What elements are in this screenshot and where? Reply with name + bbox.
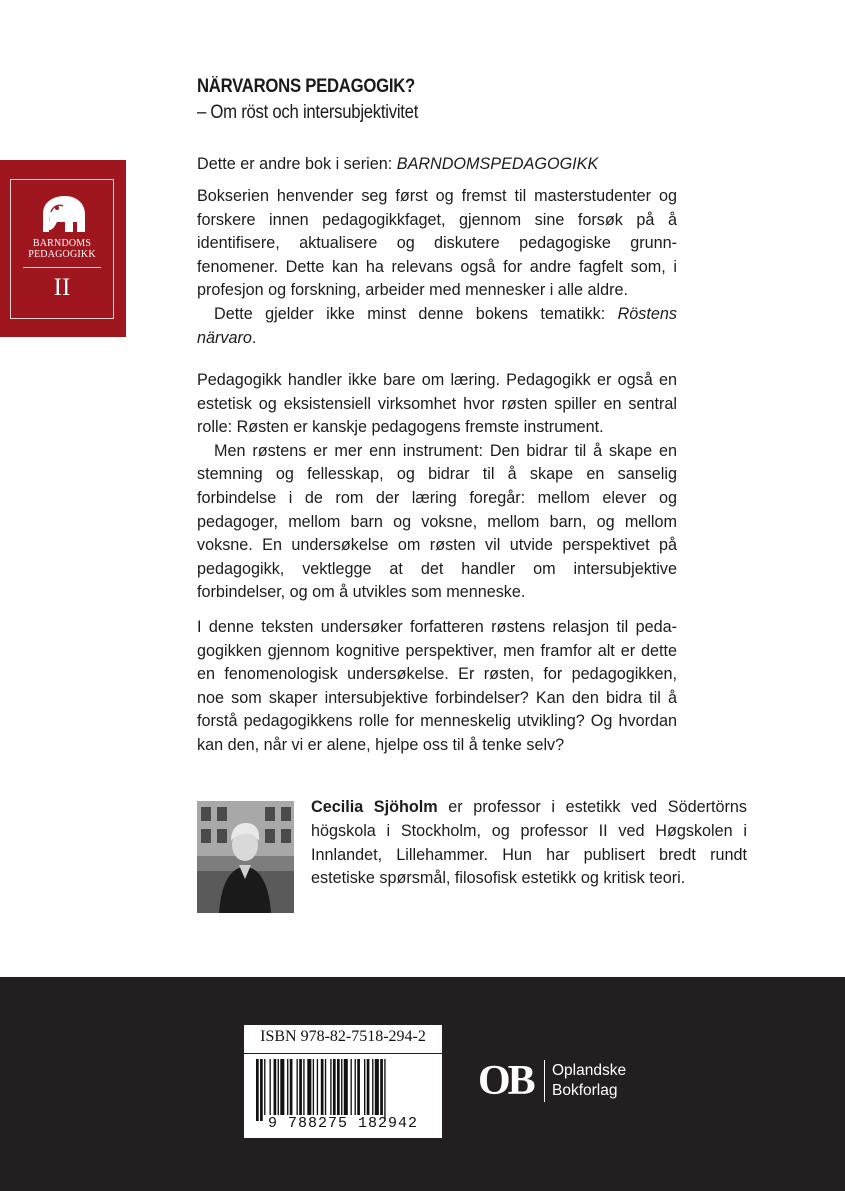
elephant-icon <box>37 192 89 236</box>
series-badge <box>0 160 126 337</box>
author-bio-text: er professor i estetikk ved Södertörns högskola i Stockholm, og professor II ved Høgskolen i Innlandet, Lillehammer. Hun har publisert bredt rundt estetiske spørsmål, filosofisk estetikk og kritisk teori. <box>311 798 747 888</box>
badge-volume-numeral: II <box>53 274 71 301</box>
barcode-bar <box>325 1059 326 1115</box>
barcode-bar <box>375 1059 379 1115</box>
barcode-bar <box>364 1059 365 1115</box>
barcode-bar <box>333 1059 336 1115</box>
badge-series-line1: BARNDOMS <box>32 238 92 249</box>
isbn-label: ISBN 978-82-7518-294-2 <box>260 1028 426 1045</box>
badge-frame <box>10 179 114 319</box>
barcode-bar <box>299 1059 302 1115</box>
research-paragraph: I denne teksten undersøker forfatteren røstens relasjon til pedagogikken gjennom kognitive perspektiver, men framfor alt er dette en fenomenologisk undersøkelse. Er røsten, for pedagogikken, noe som skaper intersubjektive forbindelser? Kan den bidra til å forstå pedagogikkens rolle for menneskelig utvikling? Og hvordan kan den, når vi er alene, hjelpe oss til å tenke selv? <box>197 618 677 754</box>
pedagogy-paragraph-2: Men røstens er mer enn instrument: Den bidrar til å skape en stemning og fellesskap, og bidrar til å skape en sanselig forbindelse i de rom der læring foregår: mellom elever og pedagoger, mellom barn og voksne, mellom barn, og mellom voksne. En undersøkelse om røsten vil utvide perspektivet på pedagogikk, vektlegge at det handler om intersubjektive forbindelser, og om å utvikles som menneske. <box>197 441 677 602</box>
pedagogy-section <box>197 369 677 605</box>
author-name: Cecilia Sjöholm <box>311 798 438 816</box>
barcode-bar <box>384 1059 385 1121</box>
barcode-bar <box>372 1059 373 1115</box>
research-section <box>197 616 677 758</box>
barcode-bar <box>367 1059 370 1115</box>
barcode-bar <box>337 1059 340 1115</box>
barcode-bar <box>280 1059 284 1115</box>
isbn-barcode-box <box>243 1024 443 1139</box>
barcode-digits: 9 788275 182942 <box>267 1115 419 1132</box>
barcode-bar <box>260 1059 263 1121</box>
badge-series-line2: PEDAGOGIKK <box>28 249 96 260</box>
barcode-bar <box>303 1059 304 1115</box>
author-bio <box>311 796 747 891</box>
barcode-bar <box>313 1059 314 1115</box>
barcode-bar <box>290 1059 293 1115</box>
barcode-bar <box>297 1059 298 1115</box>
barcode-bar <box>256 1059 259 1121</box>
publisher-name <box>552 1061 626 1101</box>
author-photo <box>197 801 294 913</box>
series-description <box>197 185 677 350</box>
pedagogy-paragraph-1: Pedagogikk handler ikke bare om læring. Pedagogikk er også en estetisk og eksistensiell virksomhet hvor røsten spiller en sentral rolle: Røsten er kanskje pedagogens fremste instrument. <box>197 371 677 437</box>
barcode-bar <box>351 1059 352 1115</box>
publisher-name-line1: Oplandske <box>552 1062 627 1079</box>
theme-paragraph <box>197 303 677 350</box>
barcode-bar <box>317 1059 318 1115</box>
theme-prefix: Dette gjelder ikke minst denne bokens tematikk: <box>214 304 618 323</box>
series-description-paragraph: Bokserien henvender seg først og fremst til masterstudenter og forskere innen pedagogikkfaget, gjennom sine forsøk på å identifisere, aktualisere og diskutere pedagogiske grunnfenomener. Dette kan ha relevans også for andre fagfelt som, i profesjon og forskning, arbeider med mennesker i alle aldre. <box>197 187 677 300</box>
barcode-bar <box>287 1059 288 1115</box>
author-portrait-image <box>197 801 294 913</box>
series-statement <box>197 153 677 177</box>
publisher-name-line2: Bokforlag <box>552 1082 618 1099</box>
series-name: BARNDOMSPEDAGOGIKK <box>396 155 599 173</box>
barcode-bar <box>344 1059 348 1115</box>
barcode-bar <box>380 1059 383 1115</box>
series-statement-prefix: Dette er andre bok i serien: <box>197 155 397 173</box>
theme-title: Röstens närvaro <box>197 304 677 347</box>
barcode-image <box>254 1059 436 1121</box>
barcode-bar <box>278 1059 279 1115</box>
barcode-bar <box>330 1059 331 1115</box>
barcode-bar <box>321 1059 324 1115</box>
book-title: NÄRVARONS PEDAGOGIK? <box>197 76 415 97</box>
barcode-bar <box>357 1059 360 1115</box>
barcode-bar <box>274 1059 277 1115</box>
book-title-block <box>197 74 757 126</box>
publisher-divider <box>544 1060 545 1102</box>
book-subtitle: – Om röst och intersubjektivitet <box>197 102 419 123</box>
badge-divider <box>23 267 101 268</box>
badge-series-name <box>11 238 113 260</box>
barcode-bar <box>307 1059 311 1115</box>
barcode-bar <box>264 1059 265 1115</box>
theme-suffix: . <box>251 328 257 347</box>
barcode-bar <box>270 1059 271 1115</box>
barcode-bar <box>341 1059 342 1115</box>
barcode-bar <box>355 1059 356 1115</box>
publisher-logo: OB <box>478 1058 533 1104</box>
isbn-rule <box>244 1053 442 1054</box>
